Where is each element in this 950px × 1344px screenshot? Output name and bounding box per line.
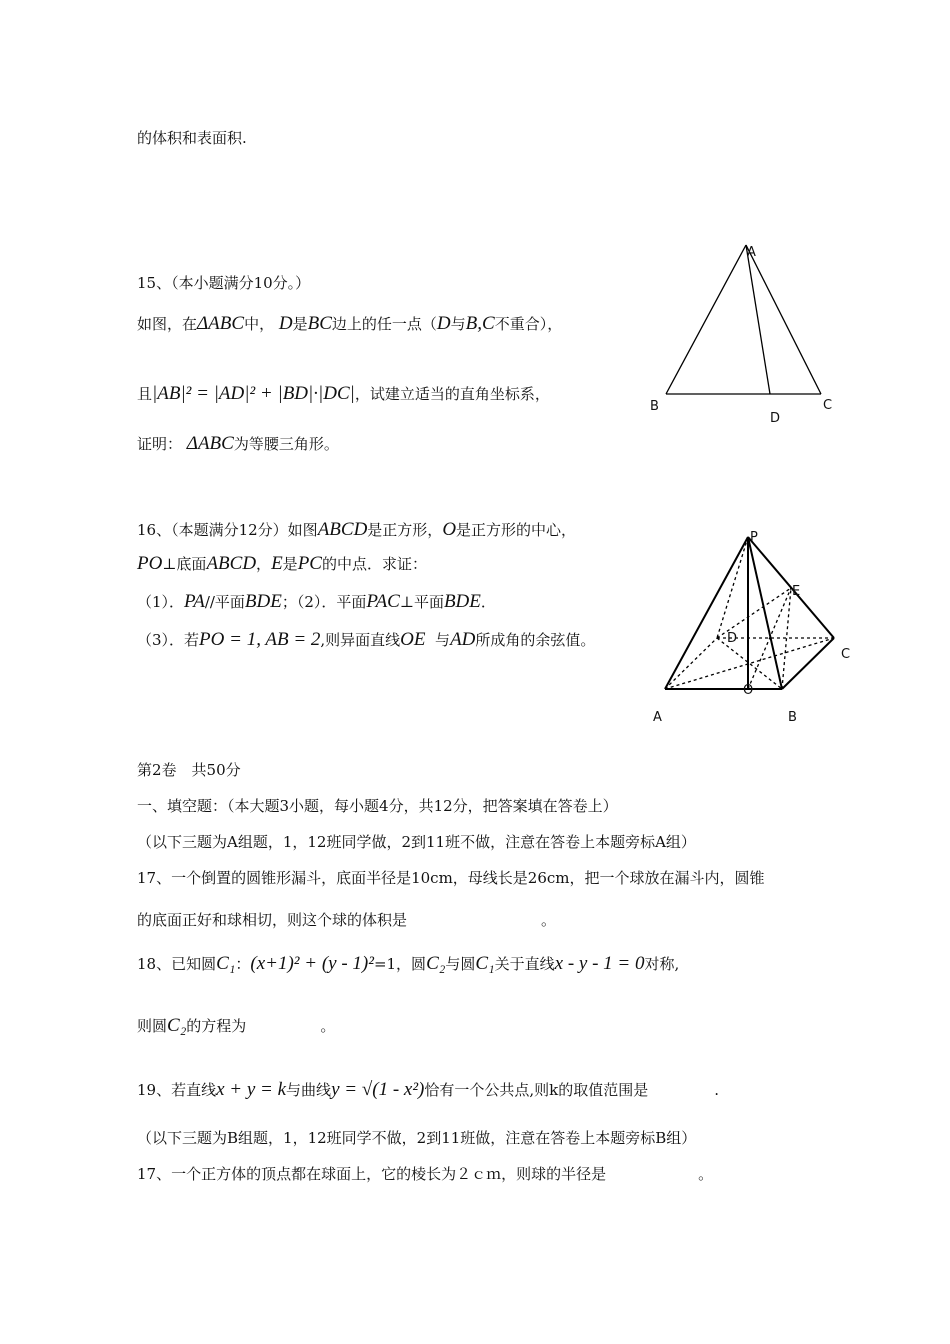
problem-15-line-3: 证明： ΔABC为等腰三角形。 — [137, 433, 339, 454]
problem-15-line-2: 且|AB|² = |AD|² + |BD|·|DC|，试建立适当的直角坐标系， — [137, 383, 550, 404]
triangle-figure — [640, 240, 840, 430]
problem-16-line-1: 16、（本题满分12分）如图ABCD是正方形，O是正方形的中心， — [137, 519, 577, 540]
q17a-line-2: 的底面正好和球相切，则这个球的体积是 。 — [137, 911, 557, 929]
problem-16-line-3: （1）．PA//平面BDE；（2）．平面PAC⊥平面BDE． — [137, 591, 496, 612]
problem-15-line-1: 如图，在ΔABC中， D是BC边上的任一点（D与B,C不重合）， — [137, 313, 563, 334]
fig1-label-b: B — [650, 399, 659, 414]
problem-15-header: 15、（本小题满分10分。） — [137, 274, 311, 292]
volume-2-header: 第2卷 共50分 — [137, 761, 241, 779]
fig2-label-e: E — [792, 584, 801, 599]
group-a-note: （以下三题为A组题，1，12班同学做，2到11班不做，注意在答卷上本题旁标A组） — [137, 833, 696, 851]
fig2-label-b: B — [788, 710, 797, 725]
pyramid-figure — [650, 525, 850, 705]
fig2-label-d: D — [727, 631, 738, 646]
line-volume-area: 的体积和表面积. — [137, 129, 247, 147]
fig1-label-c: C — [823, 398, 833, 413]
fig1-label-d: D — [770, 411, 781, 426]
q17a-line-1: 17、一个倒置的圆锥形漏斗，底面半径是10cm，母线长是26cm，把一个球放在漏斗内，圆锥 — [137, 869, 765, 887]
q17b-line: 17、一个正方体的顶点都在球面上，它的棱长为２ｃｍ，则球的半径是 。 — [137, 1165, 714, 1183]
group-b-note: （以下三题为B组题，1，12班同学不做，2到11班做，注意在答卷上本题旁标B组） — [137, 1129, 697, 1147]
fig2-label-a: A — [653, 710, 662, 725]
q19-line: 19、若直线x + y = k与曲线y = √(1 - x²)恰有一个公共点,则k的取值范围是 . — [137, 1079, 719, 1100]
fill-in-header: 一、填空题：（本大题3小题，每小题4分，共12分，把答案填在答卷上） — [137, 797, 618, 815]
fig2-label-o: O — [743, 683, 754, 698]
problem-16-line-2: PO⊥底面ABCD，E是PC的中点．求证： — [137, 553, 427, 574]
problem-16-line-4: （3）．若PO = 1, AB = 2,则异面直线OE 与AD所成角的余弦值。 — [137, 629, 596, 650]
fig2-label-p: P — [750, 530, 758, 545]
q18-line-1: 18、已知圆C₁：(x+1)² + (y - 1)²=1，圆C₂与圆C₁关于直线x - y - 1 = 0对称, — [137, 953, 680, 974]
fig2-label-c: C — [841, 647, 851, 662]
fig1-label-a: A — [747, 245, 756, 260]
q18-line-2: 则圆C₂的方程为 。 — [137, 1015, 336, 1036]
